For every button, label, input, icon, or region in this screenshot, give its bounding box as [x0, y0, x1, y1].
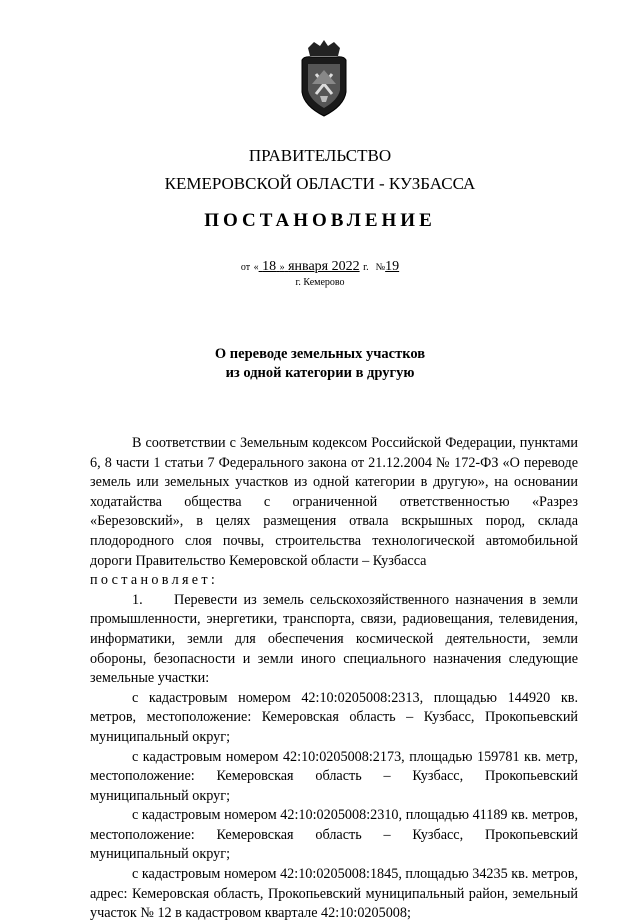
date-year-suffix: г.: [363, 262, 369, 273]
plot-item-2: с кадастровым номером 42:10:0205008:2173, площадью 159781 кв. метр, местоположение: Кемеровская область – Кузбасс, Прокопьевский муниципальный округ;: [90, 748, 578, 804]
item-1-number: 1.: [132, 591, 143, 608]
subject-line1: О переводе земельных участков: [214, 346, 426, 362]
city-label: г. Кемерово: [295, 277, 345, 288]
government-name-line1: ПРАВИТЕЛЬСТВО: [248, 146, 392, 165]
date-quote-close: »: [279, 262, 285, 273]
subject-heading: [0, 345, 640, 383]
document-type-title: ПОСТАНОВЛЕНИЕ: [204, 210, 436, 231]
coat-of-arms-emblem: [298, 40, 350, 118]
date-from-label: от: [240, 262, 251, 273]
government-name-line2: КЕМЕРОВСКОЙ ОБЛАСТИ - КУЗБАССА: [164, 174, 476, 193]
document-number: 19: [385, 259, 400, 274]
date-month-year: января 2022: [288, 259, 360, 274]
item-1-text: Перевести из земель сельскохозяйственного назначения в земли промышленности, энергетики, транспорта, связи, радиовещания, телевидения, информатики, земли для обеспечения космической деятельности, земли обороны, безопасности и земли иного специального назначения следующие земельные участки:: [90, 591, 578, 687]
document-body: [90, 434, 578, 924]
subject-line2: из одной категории в другую: [225, 365, 415, 381]
resolves-line: постановляет:: [90, 572, 219, 589]
preamble-paragraph: В соответствии с Земельным кодексом Российской Федерации, пунктами 6, 8 части 1 статьи 7 Федерального закона от 21.12.2004 № 172-ФЗ «О переводе земель или земельных участков из одной категории в другую», на основании ходатайства общества с ограниченной ответственностью «Разрез «Березовский», в целях размещения отвала вскрышных пород, склада плодородного слоя почвы, строительства технологической автомобильной дороги Правительство Кемеровской области – Кузбасса: [90, 435, 578, 569]
number-sign: №: [375, 262, 386, 273]
plot-item-3: с кадастровым номером 42:10:0205008:2310, площадью 41189 кв. метров, местоположение: Кемеровская область – Кузбасс, Прокопьевский муниципальный округ;: [90, 807, 578, 863]
date-number-line: [0, 259, 640, 275]
plot-item-4: с кадастровым номером 42:10:0205008:1845, площадью 34235 кв. метров, адрес: Кемеровская область, Прокопьевский муниципальный район, земельный участок № 12 в кадастровом квартале 42:10:0205008;: [90, 866, 579, 922]
item-1-paragraph: [90, 591, 578, 689]
date-quote-open: «: [253, 262, 259, 273]
date-day: 18 » января 2022: [262, 259, 360, 274]
plot-item-1: с кадастровым номером 42:10:0205008:2313, площадью 144920 кв. метров, местоположение: Кемеровская область – Кузбасс, Прокопьевский муниципальный округ;: [90, 689, 578, 745]
